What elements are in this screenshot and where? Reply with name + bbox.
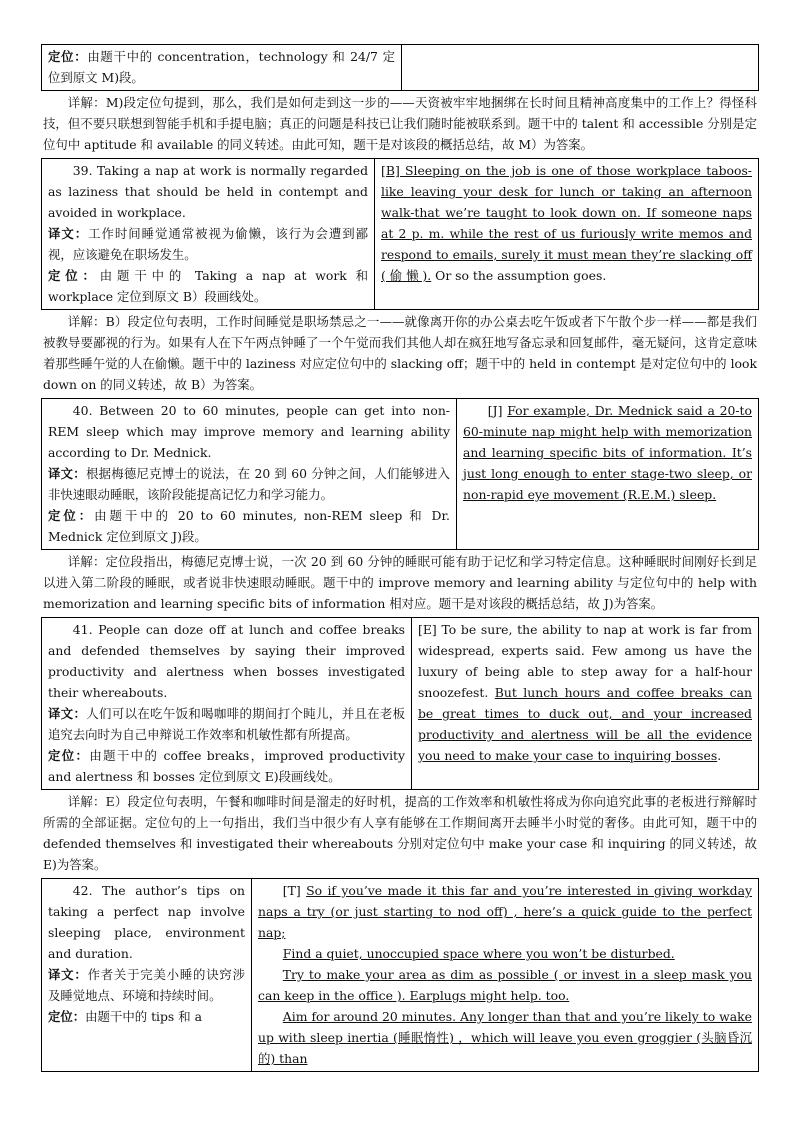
page [41, 44, 759, 1072]
q41-question-cell [42, 618, 412, 790]
q39-translation: 译文：工作时间睡觉通常被视为偷懒，该行为会遭到鄙视，应该避免在职场发生。 [48, 226, 369, 262]
q38-locate-label: 定位： [48, 49, 88, 64]
q42-question-cell [42, 879, 252, 1072]
q42-locate: 定位：由题干中的 tips 和 a [48, 1009, 202, 1024]
q40-table [41, 398, 759, 550]
q42-passage-p4: Aim for around 20 minutes. Any longer than that and you’re likely to wake up with sleep inertia (睡眠惰性) ，which will leave you even groggier (头脑昏沉的) than [258, 1009, 752, 1066]
q41-passage-end: . [717, 748, 722, 763]
q41-translation: 译文：人们可以在吃午饭和喝咖啡的期间打个盹儿，并且在老板追究去向时为自己申辩说工作效率和机敏性都有所提高。 [48, 706, 406, 742]
q41-locate: 定位：由题干中的 coffee breaks，improved productivity and alertness 和 bosses 定位到原文 E)段画线处。 [48, 748, 406, 784]
q39-passage-cell [375, 159, 759, 310]
q41-passage-plain: [E] To be sure, the ability to nap at work is far from widespread, experts said. Few among us have the luxury of being able to step away for a half-hour snoozefest. [418, 622, 752, 700]
q42-passage-p3: Try to make your area as dim as possible ( or invest in a sleep mask you can keep in the office ). Earplugs might help. too. [258, 967, 752, 1003]
q38-table [41, 44, 759, 91]
q38-locate-cell [42, 45, 402, 91]
q42-translation: 译文：作者关于完美小睡的诀窍涉及睡觉地点、环境和持续时间。 [48, 967, 246, 1003]
q40-locate: 定位：由题干中的 20 to 60 minutes, non-REM sleep 和 Dr. Mednick 定位到原文 J)段。 [48, 508, 450, 544]
q42-question: 42. The author’s tips on taking a perfect nap involve sleeping place, environment and duration. [48, 883, 245, 961]
q39-table [41, 158, 759, 310]
q42-passage-cell [252, 879, 759, 1072]
q40-passage-cell [457, 399, 759, 550]
q40-question: 40. Between 20 to 60 minutes, people can get into non-REM sleep which may improve memory and learning ability according to Dr. Mednick. [48, 403, 450, 460]
q38-passage-cell [402, 45, 759, 91]
q38-detail: 详解：M)段定位句提到，那么，我们是如何走到这一步的——天资被牢牢地捆绑在长时间且精神高度集中的工作上？得怪科技，但不要只联想到智能手机和手提电脑；真正的问题是科技已让我们随时能被联系到。题干中的 talent 和 accessible 分别是定位句中 aptitude 和 available 的同义转述。由此可知，题干是对该段的概括总结，故 M）为答案。 [43, 95, 757, 152]
q41-table [41, 617, 759, 790]
q41-detail: 详解：E）段定位句表明，午餐和咖啡时间是溜走的好时机，提高的工作效率和机敏性将成为你向追究此事的老板进行辩解时所需的全部证据。定位句的上一句指出，我们当中很少有人享有能够在工作期间离开去睡半小时觉的奢侈。由此可知，题干中的 defended themselves 和 investigated their whereabouts 分别对定位句中 make your case 和 inquiring 的同义转述，故 E)为答案。 [43, 794, 757, 872]
q40-detail: 详解：定位段指出，梅德尼克博士说，一次 20 到 60 分钟的睡眠可能有助于记忆和学习特定信息。这种睡眠时间刚好长到足以进入第二阶段的睡眠，或者说非快速眼动睡眠。题干中的 improve memory and learning ability 与定位句中的 help with memorization and learning specific bits of information 相对应。题干是对该段的概括总结，故 J)为答案。 [43, 554, 757, 611]
q39-passage-underlined: [B] Sleeping on the job is one of those workplace taboos-like leaving your desk for lunch or taking an afternoon walk-that we’re taught to look down on. If someone naps at 2 p. m. while the rest of us furiously write memos and respond to emails, surely it must mean they’re slacking off ( 偷 懒 ). [381, 163, 752, 283]
q39-detail: 详解：B）段定位句表明，工作时间睡觉是职场禁忌之一——就像离开你的办公桌去吃午饭或者下午散个步一样——都是我们被教导要鄙视的行为。如果有人在下午两点钟睡了一个午觉而我们其他人却在疯狂地写备忘录和回复邮件，毫无疑问，这肯定意味着那些睡午觉的人在偷懒。题干中的 laziness 对应定位句中的 slacking off；题干中的 held in contempt 是对定位句中的 look down on 的同义转述，故 B）为答案。 [43, 314, 757, 392]
q38-locate-text: 由题干中的 concentration，technology 和 24/7 定位到原文 M)段。 [48, 49, 395, 85]
q39-question: 39. Taking a nap at work is normally regarded as laziness that should be held in contempt and avoided in workplace. [48, 163, 368, 220]
q42-passage-p2: Find a quiet, unoccupied space where you won’t be disturbed. [282, 946, 675, 961]
q40-question-cell [42, 399, 457, 550]
q39-question-cell [42, 159, 375, 310]
q40-translation: 译文：根据梅德尼克博士的说法，在 20 到 60 分钟之间，人们能够进入非快速眼动睡眠，该阶段能提高记忆力和学习能力。 [48, 466, 451, 502]
q41-passage-cell [412, 618, 759, 790]
q40-passage: [J] For example, Dr. Mednick said a 20-to 60-minute nap might help with memorization and learning specific bits of information. It’s just long enough to enter stage-two sleep, or non-rapid eye movement (R.E.M.) sleep. [463, 403, 752, 502]
q39-passage-rest: Or so the assumption goes. [431, 268, 607, 283]
q39-locate: 定位：由题干中的 Taking a nap at work 和 workplace 定位到原文 B）段画线处。 [48, 268, 368, 304]
q41-question: 41. People can doze off at lunch and coffee breaks and defended themselves by saying their improved productivity and alertness when bosses investigated their whereabouts. [48, 622, 405, 700]
q42-passage-p1: [T] So if you’ve made it this far and you’re interested in giving workday naps a try (or just starting to nod off) , here’s a quick guide to the perfect nap; [258, 883, 752, 940]
q41-passage-underlined: But lunch hours and coffee breaks can be great times to duck out, and your increased productivity and alertness will be all the evidence you need to make your case to inquiring bosses [418, 685, 752, 763]
q42-table [41, 878, 759, 1072]
